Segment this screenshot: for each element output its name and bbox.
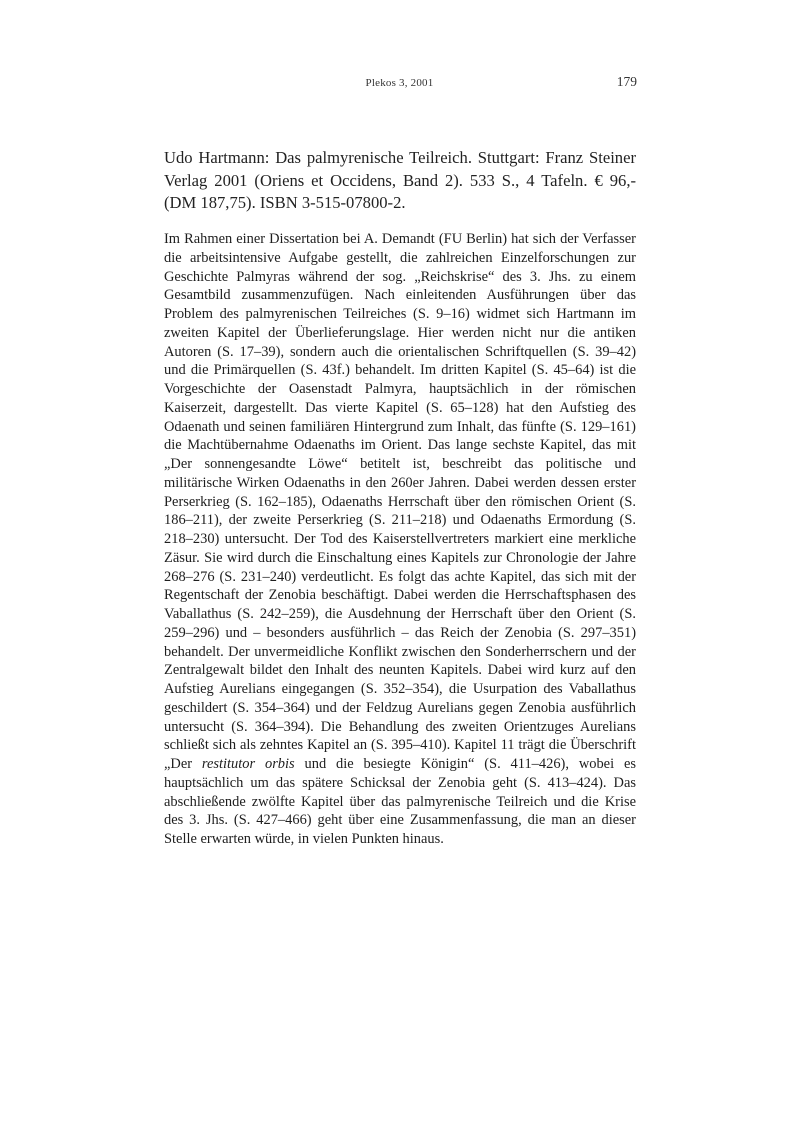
review-text-italic: restitutor orbis	[201, 756, 295, 772]
review-text-part2: und die besiegte Königin“ (S. 411–426), wobei es hauptsächlich um das spätere Schicksal der Zenobia geht (S. 413–424). Das abschließende zwölfte Kapitel über das palmyrenische Teilreich und die Krise des 3. Jhs. (S. 427–466) geht über eine Zusammenfassung, die man an dieser Stelle erwarten würde, in vielen Punkten hinaus.	[164, 756, 636, 847]
page-number: 179	[616, 74, 637, 89]
bibliographic-heading: Udo Hartmann: Das palmyrenische Teilreich. Stuttgart: Franz Steiner Verlag 2001 (Oriens et Occidens, Band 2). 533 S., 4 Tafeln. € 96,- (DM 187,75). ISBN 3-515-07800-2.	[164, 148, 636, 212]
journal-citation: Plekos 3, 2001	[365, 77, 434, 89]
review-text-part1: Im Rahmen einer Dissertation bei A. Demandt (FU Berlin) hat sich der Verfasser die arbeitsintensive Aufgabe gestellt, die zahlreichen Einzelforschungen zur Geschichte Palmyras während der sog. „Reichskrise“ des 3. Jhs. zu einem Gesamtbild zusammenzufügen. Nach einleitenden Ausführungen über das Problem des palmyrenischen Teilreiches (S. 9–16) widmet sich Hartmann im zweiten Kapitel der Überlieferungslage. Hier werden nicht nur die antiken Autoren (S. 17–39), sondern auch die orientalischen Schriftquellen (S. 39–42) und die Primärquellen (S. 43f.) behandelt. Im dritten Kapitel (S. 45–64) ist die Vorgeschichte der Oasenstadt Palmyra, hauptsächlich in der römischen Kaiserzeit, dargestellt. Das vierte Kapitel (S. 65–128) hat den Aufstieg des Odaenath und seinen familiären Hintergrund zum Inhalt, das fünfte (S. 129–161) die Machtübernahme Odaenaths im Orient. Das lange sechste Kapitel, das mit „Der sonnengesandte Löwe“ betitelt ist, beschreibt das politische und militärische Wirken Odaenaths in den 260er Jahren. Dabei werden dessen erster Perserkrieg (S. 162–185), Odaenaths Herrschaft über den römischen Orient (S. 186–211), der zweite Perserkrieg (S. 211–218) und Odaenaths Ermordung (S. 218–230) untersucht. Der Tod des Kaiserstellvertreters markiert eine merkliche Zäsur. Sie wird durch die Einschaltung eines Kapitels zur Chronologie der Jahre 268–276 (S. 231–240) verdeutlicht. Es folgt das achte Kapitel, das sich mit der Regentschaft der Zenobia beschäftigt. Dabei werden die Herrschaftsphasen des Vaballathus (S. 242–259), die Ausdehnung der Herrschaft über den Orient (S. 259–296) und – besonders ausführlich – das Reich der Zenobia (S. 297–351) behandelt. Der unvermeidliche Konflikt zwischen den Sonderherrschern und der Zentralgewalt bildet den Inhalt des neunten Kapitels. Dabei wird kurz auf den Aufstieg Aurelians eingegangen (S. 352–354), die Usurpation des Vaballathus geschildert (S. 354–364) und der Feldzug Aurelians gegen Zenobia ausführlich untersucht (S. 364–394). Die Behandlung des zweiten Orientzuges Aurelians schließt sich als zehntes Kapitel an (S. 395–410). Kapitel 11 trägt die Überschrift „Der	[164, 231, 636, 772]
review-paragraph	[164, 230, 636, 849]
running-head	[0, 74, 799, 94]
